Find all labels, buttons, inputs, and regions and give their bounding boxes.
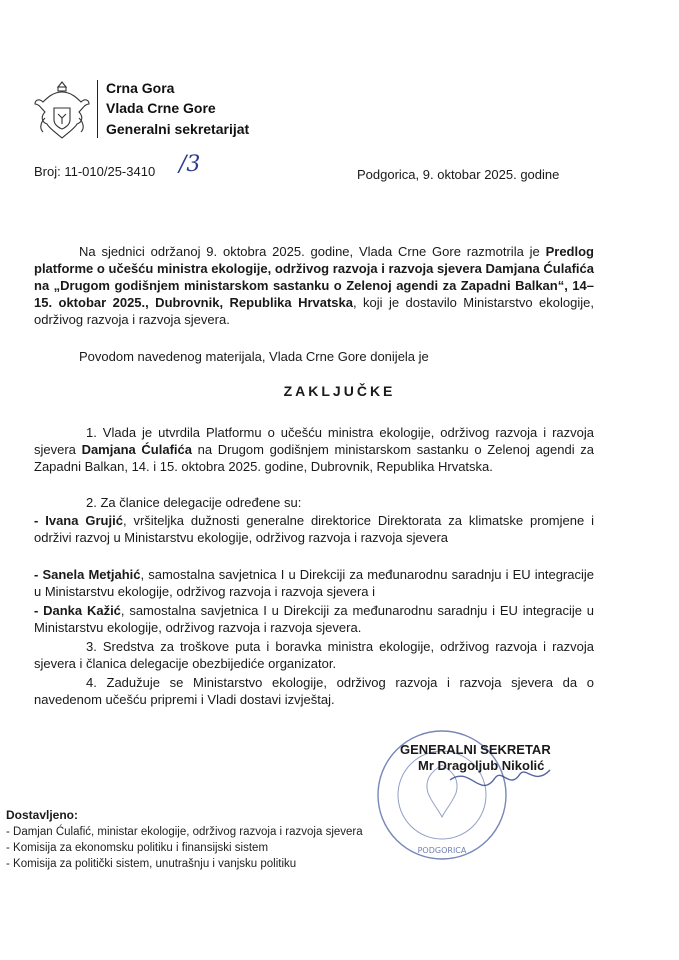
distribution-item: - Damjan Ćulafić, ministar ekologije, održivog razvoja i razvoja sjevera: [6, 826, 363, 838]
svg-text:PODGORICA: PODGORICA: [417, 846, 467, 855]
reference-number: Broj: 11-010/25-3410: [34, 164, 156, 179]
intro-paragraph: Na sjednici održanoj 9. oktobra 2025. godine, Vlada Crne Gore razmotrila je Predlog platforme o učešću ministra ekologije, održivog razvoja i razvoja sjevera Damjana Ćulafića na „Drugom godišnjem ministarskom sastanku o Zelenoj agendi za Zapadni Balkan“, 14–15. oktobar 2025., Dubrovnik, Republika Hrvatska, koji je dostavilo Ministarstvo ekologije, održivog razvoja i razvoja sjevera.: [34, 244, 594, 327]
signatory-role: GENERALNI SEKRETAR: [400, 742, 551, 757]
delegate-2: - Sanela Metjahić, samostalna savjetnica I u Direkciji za međunarodnu saradnju i EU integracije u Ministarstvu ekologije, održivog razvoja i razvoja sjevera i: [34, 567, 594, 599]
distribution-item: - Komisija za politički sistem, unutrašnju i vanjsku politiku: [6, 858, 297, 870]
document-date: Podgorica, 9. oktobar 2025. godine: [357, 167, 560, 182]
conclusion-2: 2. Za članice delegacije određene su:: [86, 495, 302, 510]
conclusion-1: 1. Vlada je utvrdila Platformu o učešću ministra ekologije, održivog razvoja i razvoja sjevera Damjana Ćulafića na Drugom godišnjem ministarskom sastanku o Zelenoj agendi za Zapadni Balkan, 14. i 15. oktobra 2025. godine, Dubrovnik, Republika Hrvatska.: [34, 425, 594, 474]
conclusions-title: ZAKLJUČKE: [283, 383, 396, 399]
conclusion-4: 4. Zadužuje se Ministarstvo ekologije, održivog razvoja i razvoja sjevera da o navedenom učešću pripremi i Vladi dostavi izvještaj.: [34, 675, 594, 707]
org-government: Vlada Crne Gore: [106, 100, 216, 116]
distribution-item: - Komisija za ekonomsku politiku i finansijski sistem: [6, 842, 269, 854]
org-country: Crna Gora: [106, 80, 175, 96]
intro-second-paragraph: Povodom navedenog materijala, Vlada Crne Gore donijela je: [79, 349, 429, 364]
delegate-1: - Ivana Grujić, vršiteljka dužnosti generalne direktorice Direktorata za klimatske promjene i održivi razvoj u Ministarstvu ekologije, održivog razvoja i razvoja sjevera: [34, 513, 594, 545]
coat-of-arms-icon: [33, 78, 91, 142]
org-secretariat: Generalni sekretarijat: [106, 121, 250, 137]
reference-handwritten: /3: [179, 152, 201, 177]
conclusion-3: 3. Sredstva za troškove puta i boravka ministra ekologije, održivog razvoja i razvoja sjevera i članica delegacije obezbijediće organizator.: [34, 639, 594, 671]
proposal-title: Predlog platforme o učešću ministra ekologije, održivog razvoja i razvoja sjevera Damjana Ćulafića na „Drugom godišnjem ministarskom sastanku o Zelenoj agendi za Zapadni Balkan“, 14–15. oktobar 2025., Dubrovnik, Republika Hrvatska: [34, 244, 594, 310]
signatory-name: Mr Dragoljub Nikolić: [418, 758, 545, 773]
handwritten-signature: [440, 760, 560, 820]
delegate-3: - Danka Kažić, samostalna savjetnica I u Direkciji za međunarodnu saradnju i EU integracije u Ministarstvu ekologije, održivog razvoja i razvoja sjevera.: [34, 603, 594, 635]
distribution-title: Dostavljeno:: [6, 808, 79, 822]
header-divider: [97, 80, 98, 138]
